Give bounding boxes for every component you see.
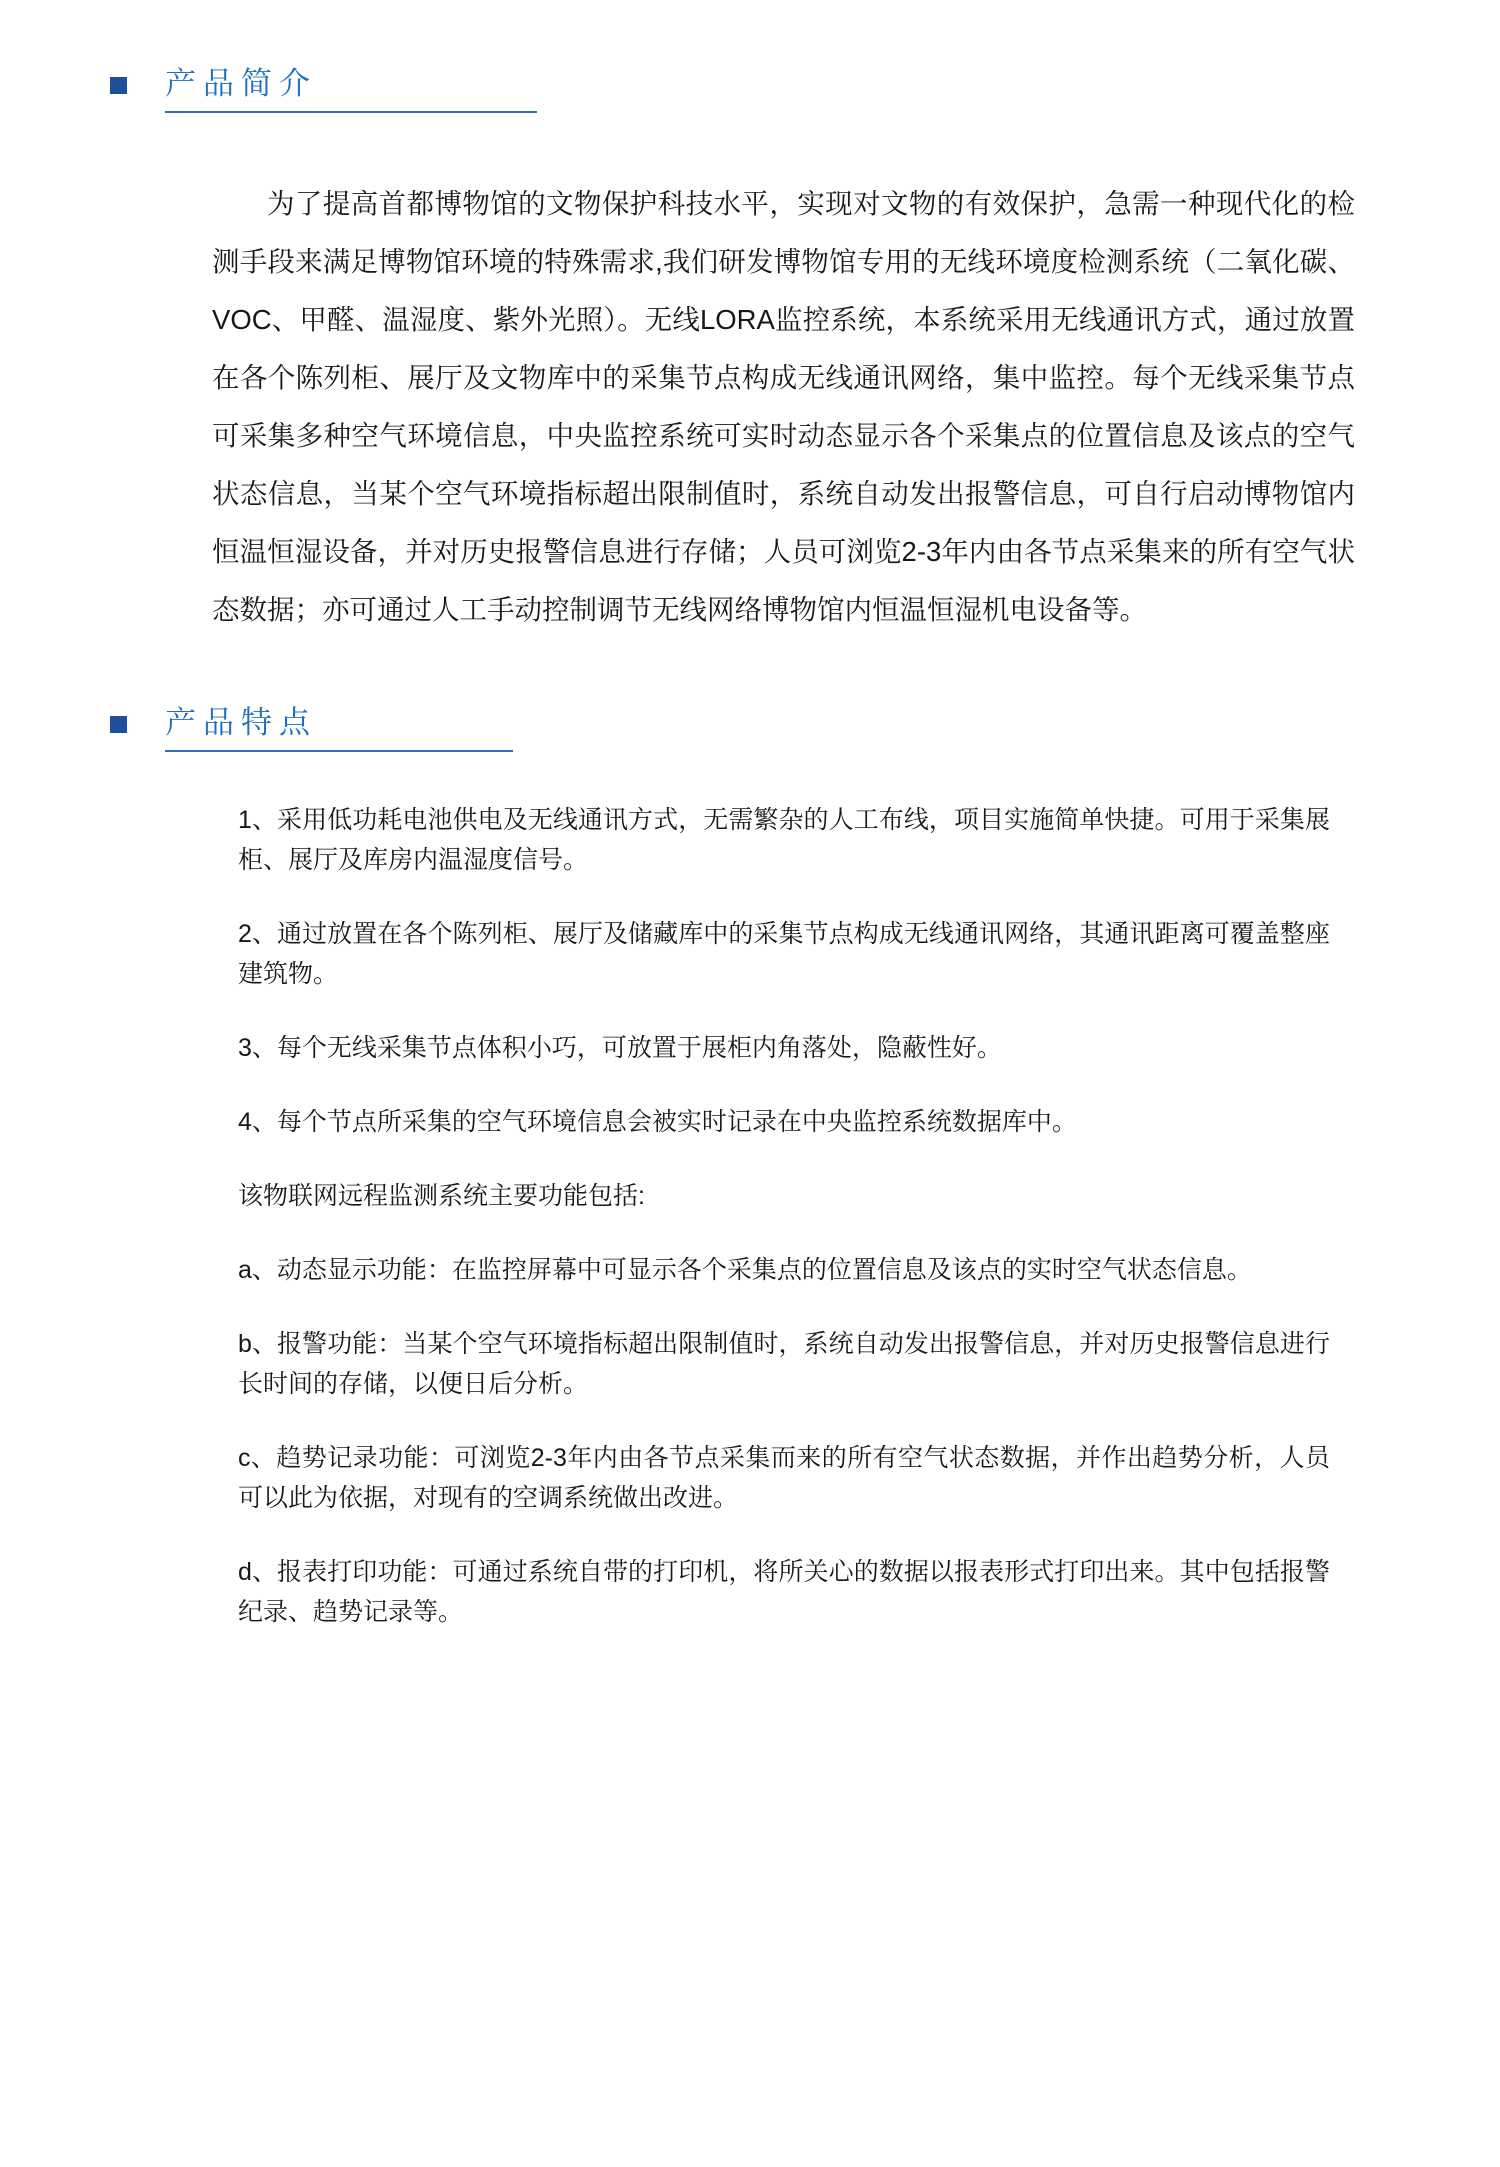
list-item: 2、通过放置在各个陈列柜、展厅及储藏库中的采集节点构成无线通讯网络，其通讯距离可覆盖整座建筑物。	[238, 920, 1330, 988]
list-item: a、动态显示功能：在监控屏幕中可显示各个采集点的位置信息及该点的实时空气状态信息。	[238, 1256, 1252, 1284]
heading-wrapper-product-intro	[165, 58, 317, 113]
heading-underline	[165, 750, 513, 752]
section-heading-product-intro	[0, 58, 1500, 113]
square-bullet-icon	[110, 77, 127, 94]
heading-underline	[165, 111, 537, 113]
intro-paragraph: 为了提高首都博物馆的文物保护科技水平，实现对文物的有效保护，急需一种现代化的检测手段来满足博物馆环境的特殊需求,我们研发博物馆专用的无线环境度检测系统（二氧化碳、VOC、甲醛、温湿度、紫外光照）。无线LORA监控系统，本系统采用无线通讯方式，通过放置在各个陈列柜、展厅及文物库中的采集节点构成无线通讯网络，集中监控。每个无线采集节点可采集多种空气环境信息，中央监控系统可实时动态显示各个采集点的位置信息及该点的空气状态信息，当某个空气环境指标超出限制值时，系统自动发出报警信息，可自行启动博物馆内恒温恒湿设备，并对历史报警信息进行存储；人员可浏览2-3年内由各节点采集来的所有空气状态数据；亦可通过人工手动控制调节无线网络博物馆内恒温恒湿机电设备等。	[212, 188, 1355, 625]
section-title-product-intro: 产品简介	[165, 66, 317, 101]
heading-wrapper-product-features	[165, 697, 317, 752]
top-spacer	[0, 0, 1500, 58]
section-title-product-features: 产品特点	[165, 705, 317, 740]
list-item: c、趋势记录功能：可浏览2-3年内由各节点采集而来的所有空气状态数据，并作出趋势分析，人员可以此为依据，对现有的空调系统做出改进。	[238, 1444, 1330, 1512]
product-intro-body	[0, 175, 1500, 639]
list-item: 3、每个无线采集节点体积小巧，可放置于展柜内角落处，隐蔽性好。	[238, 1034, 1002, 1062]
list-item: 1、采用低功耗电池供电及无线通讯方式，无需繁杂的人工布线，项目实施简单快捷。可用于采集展柜、展厅及库房内温湿度信号。	[238, 806, 1330, 874]
list-item: b、报警功能：当某个空气环境指标超出限制值时，系统自动发出报警信息，并对历史报警信息进行长时间的存储，以便日后分析。	[238, 1330, 1330, 1398]
product-features-body	[0, 800, 1500, 1632]
square-bullet-icon	[110, 716, 127, 733]
section-heading-product-features	[0, 697, 1500, 752]
list-item: 4、每个节点所采集的空气环境信息会被实时记录在中央监控系统数据库中。	[238, 1108, 1077, 1136]
section-gap	[0, 639, 1500, 697]
features-subtitle: 该物联网远程监测系统主要功能包括:	[238, 1182, 645, 1210]
list-item: d、报表打印功能：可通过系统自带的打印机，将所关心的数据以报表形式打印出来。其中包括报警纪录、趋势记录等。	[238, 1558, 1330, 1626]
